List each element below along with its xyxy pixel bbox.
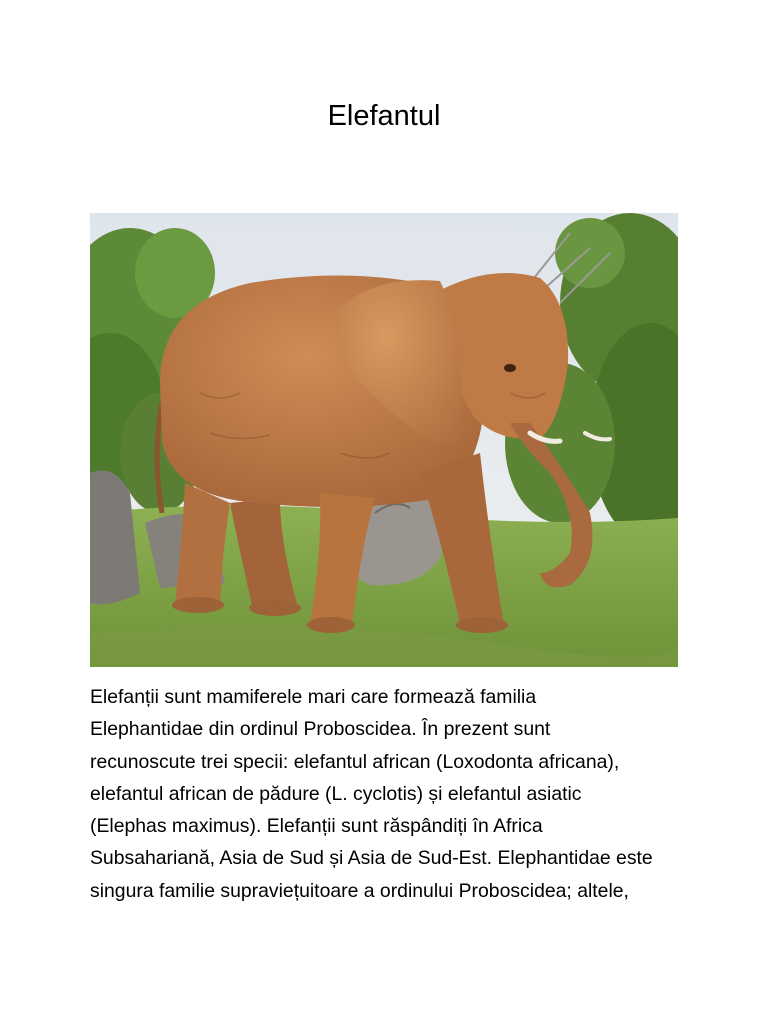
paragraph-line: (Elephas maximus). Elefanții sunt răspândiți în Africa <box>90 815 543 838</box>
paragraph-line: singura familie supraviețuitoare a ordinului Proboscidea; altele, <box>90 879 629 902</box>
body-paragraph <box>90 681 690 907</box>
paragraph-line: Elefanții sunt mamiferele mari care formează familia <box>90 686 537 708</box>
paragraph-line: elefantul african de pădure (L. cyclotis) și elefantul asiatic <box>90 782 582 805</box>
page-title: Elefantul <box>327 100 441 132</box>
elephant-photo <box>90 213 678 667</box>
paragraph-line: recunoscute trei specii: elefantul african (Loxodonta africana), <box>90 750 620 773</box>
paragraph-line: Subsahariană, Asia de Sud și Asia de Sud-Est. Elephantidae este <box>90 847 653 870</box>
paragraph-line: Elephantidae din ordinul Proboscidea. În prezent sunt <box>90 718 551 741</box>
